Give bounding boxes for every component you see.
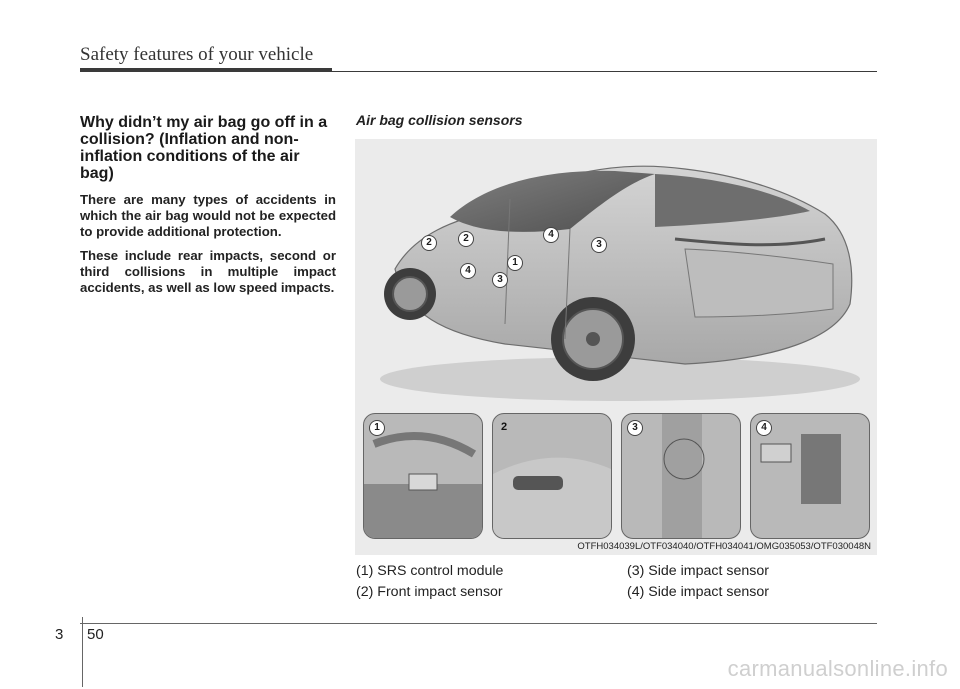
car-marker: 2 xyxy=(421,235,437,251)
figure-caption: Air bag collision sensors xyxy=(356,112,523,128)
car-marker: 3 xyxy=(492,272,508,288)
thumb-number: 1 xyxy=(369,420,385,436)
car-marker: 4 xyxy=(460,263,476,279)
thumb-number: 2 xyxy=(501,421,508,433)
section-title: Safety features of your vehicle xyxy=(80,44,314,65)
footer-divider xyxy=(82,617,83,687)
legend-item-2: (2) Front impact sensor xyxy=(356,584,503,600)
paragraph-2: These include rear impacts, second or third collisions in multiple impact accidents, as well as low speed impacts. xyxy=(80,248,336,295)
legend-item-1: (1) SRS control module xyxy=(356,563,504,579)
front-bumper-image xyxy=(493,414,611,538)
car-marker: 4 xyxy=(543,227,559,243)
footer-rule xyxy=(80,623,877,624)
header-rule xyxy=(80,71,877,72)
sensor-figure xyxy=(355,139,877,555)
watermark: carmanualsonline.info xyxy=(727,656,948,681)
paragraph-1: There are many types of accidents in which the air bag would not be expected to provide additional protection. xyxy=(80,192,336,239)
thumbnail-side-sensor-4 xyxy=(750,413,870,539)
car-marker: 2 xyxy=(458,231,474,247)
car-marker: 3 xyxy=(591,237,607,253)
image-code: OTFH034039L/OTF034040/OTFH034041/OMG035053/OTF030048N xyxy=(577,541,871,552)
car-marker: 1 xyxy=(507,255,523,271)
thumb-number: 4 xyxy=(756,420,772,436)
legend-item-4: (4) Side impact sensor xyxy=(627,584,769,600)
legend-item-3: (3) Side impact sensor xyxy=(627,563,769,579)
left-column xyxy=(80,114,336,304)
thumbnail-srs-module xyxy=(363,413,483,539)
question-heading: Why didn’t my air bag go off in a collision? (Inflation and non-inflation conditions of the air bag) xyxy=(80,114,328,182)
thumbnail-side-sensor-3 xyxy=(621,413,741,539)
page-number: 50 xyxy=(87,626,104,643)
thumbnail-front-sensor xyxy=(492,413,612,539)
car-illustration xyxy=(355,139,877,409)
chapter-number: 3 xyxy=(55,626,64,643)
thumb-number: 3 xyxy=(627,420,643,436)
